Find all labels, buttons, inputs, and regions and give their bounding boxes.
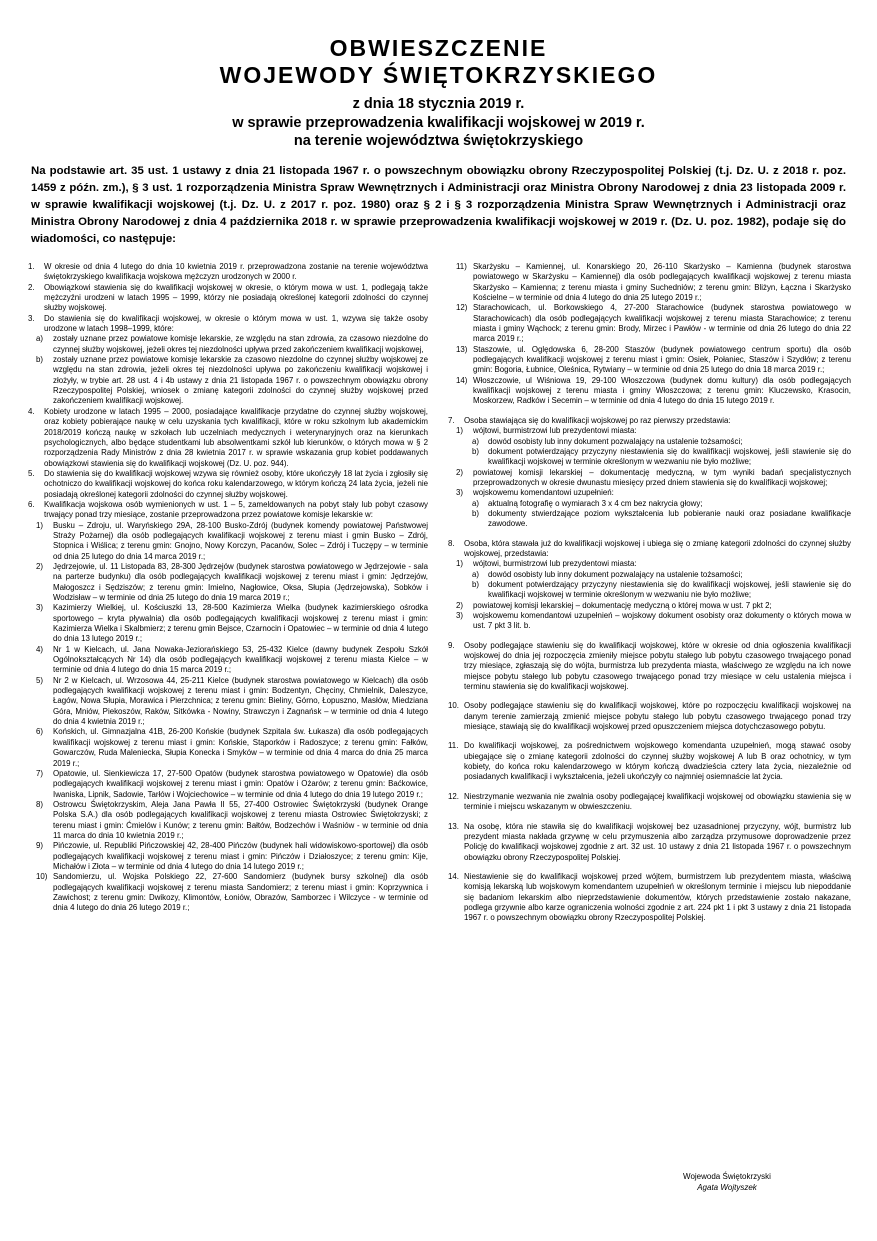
commission-7: 7) Opatowie, ul. Sienkiewicza 17, 27-500 Opatów (budynek starostwa powiatowego w Opatowie) dla osób podlegających kwalifikacji wojskowej z terenu miast i gmin: Opatów i Ożarów; z terenu gmin: Baćkowice, Iwaniska, Lipnik, Sadowie, Tarłów i Wojciechowice – w terminie od dnia 4 lutego do dnia 19 lutego 2019 r.; (36, 768, 428, 799)
list-item-3a: a) zostały uznane przez powiatowe komisje lekarskie, ze względu na stan zdrowia, za czasowo niezdolne do czynnej służby wojskowej, jeżeli okres tej niezdolności upływa przed zakończeniem kwalifikacji wojskowej, (36, 334, 428, 354)
commission-8: 8) Ostrowcu Świętokrzyskim, Aleja Jana Pawła II 55, 27-400 Ostrowiec Świętokrzyski (budynek Orange Polska S.A.) dla osób podlegających kwalifikacji wojskowej z terenu miasta Ostrowiec Świętokrzyski; z terenu miast i gmin: Ćmielów i Kunów; z terenu gmin: Bałtów, Bodzechów i Waśniów - w terminie od dnia 11 marca do dnia 10 kwietnia 2019 r.; (36, 799, 428, 840)
list-item-10: 10. Osoby podlegające stawieniu się do kwalifikacji wojskowej, które po rozpoczęciu kwalifikacji wojskowej na danym terenie zamierzają zmienić miejsce pobytu stałego lub pobytu czasowego trwającego ponad trzy miesiące, stawiają się do kwalifikacji wojskowej przed opuszczeniem miejsca dotychczasowego pobytu. (448, 701, 851, 732)
list-item-7-1b: b) dokument potwierdzający przyczyny niestawienia się do kwalifikacji wojskowej, jeśli stawienie się do kwalifikacji wojskowej w terminie określonym w wezwaniu nie było możliwe; (472, 446, 851, 467)
subject-line-1: w sprawie przeprowadzenia kwalifikacji wojskowej w 2019 r. (232, 115, 645, 131)
list-item-8: 8. Osoba, która stawała już do kwalifikacji wojskowej i ubiega się o zmianę kategorii zdolności do czynnej służby wojskowej, przedstawia: (448, 538, 851, 558)
list-item-4: 4. Kobiety urodzone w latach 1995 – 2000, posiadające kwalifikacje przydatne do czynnej służby wojskowej, oraz kobiety pobierające naukę w celu uzyskania tych kwalifikacji, które w roku szkolnym lub akademickim 2018/2019 kończą naukę w szkołach lub uczelniach medycznych i weterynaryjnych oraz na kierunkach psychologicznych, albo będące studentkami lub absolwentkami szkół lub kierunków, o których mowa w § 2 rozporządzenia Rady Ministrów z dnia 28 kwietnia 2017 r. w sprawie wskazania grup kobiet poddawanych obowiązkowi stawienia się do kwalifikacji wojskowej (Dz. U. poz. 944). (28, 406, 428, 468)
list-item-14: 14. Niestawienie się do kwalifikacji wojskowej przed wójtem, burmistrzem lub prezydentem miasta, właściwą komisją lekarską lub wojskowym komendantem uzupełnień w określonym terminie i miejscu lub niepoddanie się badaniom lekarskim albo nieprzedstawienie dokumentów, których przedstawienie zostało nakazane, podlega grzywnie albo karze ograniczenia wolności zgodnie z art. 224 pkt 1 i pkt 3 ustawy z dnia 21 listopada 1967 r. o powszechnym obowiązku obrony Rzeczypospolitej Polskiej. (448, 871, 851, 923)
list-item-8-1b: b) dokument potwierdzający przyczyny niestawienia się do kwalifikacji wojskowej, jeśli stawienie się do kwalifikacji wojskowej w terminie określonym w wezwaniu nie było możliwe; (472, 579, 851, 600)
list-item-8-1: 1) wójtowi, burmistrzowi lub prezydentowi miasta: (456, 559, 637, 569)
signature-role: Wojewoda Świętokrzyski (683, 1172, 771, 1181)
list-item-8-2: 2) powiatowej komisji lekarskiej – dokumentację medyczną o której mowa w ust. 7 pkt 2; (456, 600, 772, 610)
list-item-5: 5. Do stawienia się do kwalifikacji wojskowej wzywa się również osoby, które ukończyły 18 lat życia i zgłosiły się ochotniczo do kwalifikacji wojskowej do końca roku kalendarzowego, w którym kończą 24 lata życia, jeżeli nie posiadają określonej kategorii zdolności do czynnej służby wojskowej. (28, 468, 428, 499)
right-column (448, 262, 851, 924)
subject-line-2: na terenie województwa świętokrzyskiego (293, 133, 584, 149)
commission-1: 1) Busku – Zdroju, ul. Waryńskiego 29A, 28-100 Busko-Zdrój (budynek komendy powiatowej Państwowej Straży Pożarnej) dla osób podlegających kwalifikacji wojskowej z terenu miast i gmin Busko – Zdrój, Stopnica i Wiślica; z terenu gmin: Gnojno, Nowy Korczyn, Pacanów, Solec – Zdrój i Tuczępy – w terminie od dnia 25 lutego do dnia 14 marca 2019 r.; (36, 520, 428, 561)
signature-name: Agata Wojtyszek (697, 1183, 757, 1192)
title-line-2: WOJEWODY ŚWIĘTOKRZYSKIEGO (219, 62, 658, 88)
legal-basis-paragraph: Na podstawie art. 35 ust. 1 ustawy z dnia 21 listopada 1967 r. o powszechnym obowiązku obrony Rzeczypospolitej Polskiej (t.j. Dz. U. z 2018 r. poz. 1459 z późn. zm.), § 3 ust. 1 rozporządzenia Ministra Spraw Wewnętrznych i Administracji oraz Ministra Obrony Narodowej z dnia 23 listopada 2009 r. w sprawie kwalifikacji wojskowej (t.j. Dz. U. z 2017 r. poz. 1980) oraz § 2 i § 3 rozporządzenia Ministra Spraw Wewnętrznych i Administracji oraz Ministra Obrony Narodowej z dnia 4 października 2018 r. w sprawie przeprowadzenia kwalifikacji wojskowej w 2019 r. (Dz. U. poz. 1982), podaje się do wiadomości, co następuje: (31, 165, 846, 245)
list-item-13: 13. Na osobę, która nie stawiła się do kwalifikacji wojskowej bez uzasadnionej przyczyny, wójt, burmistrz lub prezydent miasta nakłada grzywnę w celu przymuszenia albo zarządza przymusowe doprowadzenie przez Policję do kwalifikacji wojskowej zgodnie z art. 32 ust. 10 ustawy z dnia 21 listopada 1967 r. o powszechnym obowiązku obrony Rzeczypospolitej Polskiej. (448, 821, 851, 862)
list-item-7-2: 2) powiatowej komisji lekarskiej – dokumentację medyczną, w tym wyniki badań specjalistycznych przeprowadzonych w okresie dwunastu miesięcy przed dniem stawienia się do kwalifikacji wojskowej; (456, 467, 851, 487)
title-line-1: OBWIESZCZENIE (329, 35, 548, 61)
list-item-7-1: 1) wójtowi, burmistrzowi lub prezydentowi miasta: (456, 426, 637, 436)
commission-12: 12) Starachowicach, ul. Borkowskiego 4, 27-200 Starachowice (budynek starostwa powiatowego w Starachowicach) dla osób podlegających kwalifikacji wojskowej z terenu miasta Starachowice; z terenu miasta i gminy Wąchock; z terenu gmin: Brody, Mirzec i Pawłów - w terminie od dnia 26 lutego do dnia 22 marca 2019 r.; (456, 303, 851, 344)
commission-13: 13) Staszowie, ul. Oględowska 6, 28-200 Staszów (budynek powiatowego centrum sportu) dla osób podlegających kwalifikacji wojskowej z terenu miast i gmin: Osiek, Połaniec, Staszów i Szydłów; z terenu gmin: Bogoria, Łubnice, Oleśnica, Rytwiany – w terminie od dnia 25 lutego do dnia 18 marca 2019 r.; (456, 344, 851, 375)
commission-3: 3) Kazimierzy Wielkiej, ul. Kościuszki 13, 28-500 Kazimierza Wielka (budynek kazimierskiego ośrodka sportowego – kryta pływalnia) dla osób podlegających kwalifikacji wojskowej z terenu miast i gmin: Kazimierza Wielka i Skalbmierz; z terenu gmin Bejsce, Czarnocin i Opatowiec – w terminie od dnia 4 lutego do dnia 13 lutego 2019 r.; (36, 603, 428, 644)
left-column (28, 262, 428, 914)
list-item-7-3b: b) dokumenty stwierdzające poziom wykształcenia lub pobieranie nauki oraz posiadane kwalifikacje zawodowe. (472, 508, 851, 529)
commission-5: 5) Nr 2 w Kielcach, ul. Wrzosowa 44, 25-211 Kielce (budynek starostwa powiatowego w Kielcach) dla osób podlegających kwalifikacji wojskowej z terenu miast i gmin: Bodzentyn, Chęciny, Chmielnik, Daleszyce, Łagów, Nowa Słupia, Morawica i Pierzchnica; z terenu gmin: Bieliny, Górno, Łopuszno, Masłów, Miedziana Góra, Mniów, Piekoszów, Raków, Sitkówka - Nowiny, Strawczyn i Zagnańsk – w terminie od dnia 4 lutego do dnia 4 kwietnia 2019 r.; (36, 675, 428, 727)
list-item-3b: b) zostały uznane przez powiatowe komisje lekarskie za czasowo niezdolne do czynnej służby wojskowej ze względu na stan zdrowia, jeżeli okres tej niezdolności upływa po zakończeniu kwalifikacji wojskowej i złożyły, w trybie art. 28 ust. 4 i 4b ustawy z dnia 21 listopada 1967 r. o powszechnym obowiązku obrony Rzeczypospolitej Polskiej, wniosek o zmianę kategorii zdolności do czynnej służby wojskowej przed zakończeniem kwalifikacji wojskowej. (36, 355, 428, 406)
commission-2: 2) Jędrzejowie, ul. 11 Listopada 83, 28-300 Jędrzejów (budynek starostwa powiatowego w Jędrzejowie - sala na parterze budynku) dla osób podlegających kwalifikacji wojskowej z terenu miast i gmin: Jędrzejów, Małogoszcz i Sędziszów; z terenu gmin: Imielno, Nagłowice, Oksa, Słupia (Jędrzejowska), Sobków i Wodzisław – w terminie od dnia 25 lutego do dnia 19 marca 2019 r.; (36, 561, 428, 602)
list-item-7-3a: a) aktualną fotografię o wymiarach 3 x 4 cm bez nakrycia głowy; (472, 498, 703, 508)
list-item-1: 1. W okresie od dnia 4 lutego do dnia 10 kwietnia 2019 r. przeprowadzona zostanie na terenie województwa świętokrzyskiego kwalifikacja wojskowa mężczyzn urodzonych w 2000 r. (28, 262, 428, 282)
list-item-8-1a: a) dowód osobisty lub inny dokument pozwalający na ustalenie tożsamości; (472, 569, 743, 579)
list-item-7-1a: a) dowód osobisty lub inny dokument pozwalający na ustalenie tożsamości; (472, 436, 743, 446)
commission-9: 9) Pińczowie, ul. Republiki Pińczowskiej 42, 28-400 Pińczów (budynek hali widowiskowo-sportowej) dla osób podlegających kwalifikacji wojskowej z terenu miast i gmin: Pińczów i Działoszyce; z terenu gmin: Kije, Michałów i Złota – w terminie od dnia 4 lutego do dnia 14 lutego 2019 r.; (36, 841, 428, 871)
commission-6: 6) Końskich, ul. Gimnazjalna 41B, 26-200 Końskie (budynek Szpitala św. Łukasza) dla osób podlegających kwalifikacji wojskowej z terenu miast i gmin: Końskie, Stąporków i Radoszyce; z terenu gmin: Fałków, Gowarczów, Ruda Maleniecka, Słupia Konecka i Smyków – w terminie od dnia 4 marca do dnia 25 marca 2019 r.; (36, 727, 428, 768)
list-item-11: 11. Do kwalifikacji wojskowej, za pośrednictwem wojskowego komendanta uzupełnień, mogą stawać osoby ubiegające się o zmianę kategorii zdolności do czynnej służby wojskowej A lub B oraz ochotnicy, w tym kobiety, do końca roku kalendarzowego w którym kończą dwadzieścia cztery lata życia, niezależnie od posiadanych kwalifikacji i wykształcenia, jeżeli ukończyły co najmniej osiemnaście lat życia. (448, 741, 851, 782)
commission-14: 14) Włoszczowie, ul Wiśniowa 19, 29-100 Włoszczowa (budynek domu kultury) dla osób podlegających kwalifikacji wojskowej z terenu miasta i gminy Włoszczowa; z terenu gmin: Kluczewsko, Krasocin, Moskorzew, Radków i Secemin – w terminie od dnia 4 lutego do dnia 15 lutego 2019 r. (456, 375, 851, 406)
commission-11: 11) Skarżysku – Kamiennej, ul. Konarskiego 20, 26-110 Skarżysko – Kamienna (budynek starostwa powiatowego w Skarżysku – Kamiennej) dla osób podlegających kwalifikacji wojskowej z terenu miasta Skarżysko – Kamienna; z terenu miasta i gminy Suchedniów; z terenu gmin: Bliżyn, Łączna i Skarżysko Kościelne – w terminie od dnia 4 lutego do dnia 25 lutego 2019 r.; (456, 262, 851, 303)
list-item-2: 2. Obowiązkowi stawienia się do kwalifikacji wojskowej w okresie, o którym mowa w ust. 1, podlegają także mężczyźni urodzeni w latach 1995 – 1999, którzy nie posiadają określonej kategorii zdolności do czynnej służby wojskowej. (28, 282, 428, 313)
commission-4: 4) Nr 1 w Kielcach, ul. Jana Nowaka-Jeziorańskiego 53, 25-432 Kielce (dawny budynek Zespołu Szkół Ogólnokształcących Nr 14) dla osób podlegających kwalifikacji wojskowej z terenu miasta Kielce – w terminie od dnia 4 lutego do dnia 15 marca 2019 r.; (36, 644, 428, 675)
list-item-6: 6. Kwalifikacja wojskowa osób wymienionych w ust. 1 – 5, zameldowanych na pobyt stały lub pobyt czasowy trwający ponad trzy miesiące, zostanie przeprowadzona przez powiatowe komisje lekarskie w: (28, 499, 428, 520)
list-item-7-3: 3) wojskowemu komendantowi uzupełnień: (456, 488, 614, 498)
list-item-3: 3. Do stawienia się do kwalifikacji wojskowej, w okresie o którym mowa w ust. 1, wzywa się także osoby urodzone w latach 1998–1999, które: (28, 313, 428, 334)
list-item-12: 12. Niestrzymanie wezwania nie zwalnia osoby podlegającej kwalifikacji wojskowej od obowiązku stawienia się w terminie i miejscu wskazanym w obwieszczeniu. (448, 791, 851, 812)
date-line: z dnia 18 stycznia 2019 r. (352, 96, 525, 112)
list-item-9: 9. Osoby podlegające stawieniu się do kwalifikacji wojskowej, które w okresie od dnia ogłoszenia kwalifikacji wojskowej do dnia jej rozpoczęcia zmieniły miejsce pobytu stałego lub pobytu czasowego trwającego ponad trzy miesiące, zgłaszają się do wójta, burmistrza lub prezydenta miasta, właściwego ze względu na ich nowe miejsce pobytu stałego lub pobytu czasowego trwającego ponad trzy miesiące w celu ustalenia miejsca i terminu stawienia się do kwalifikacji wojskowej. (448, 640, 851, 692)
list-item-7: 7. Osoba stawiająca się do kwalifikacji wojskowej po raz pierwszy przedstawia: (448, 415, 731, 425)
commission-10: 10) Sandomierzu, ul. Wojska Polskiego 22, 27-600 Sandomierz (budynek bursy szkolnej) dla osób podlegających kwalifikacji wojskowej z terenu miasta Sandomierz; z terenu miast i gmin: Koprzywnica i Zawichost; z terenu gmin: Dwikozy, Klimontów, Łoniów, Obrazów, Samborzec i Wilczyce - w terminie od dnia 4 lutego do dnia 26 lutego 2019 r.; (36, 872, 428, 913)
signature-block (672, 1171, 782, 1193)
list-item-8-3: 3) wojskowemu komendantowi uzupełnień – wojskowy dokument osobisty oraz dokumenty o których mowa w ust. 7 pkt 3 lit. b. (456, 611, 851, 631)
